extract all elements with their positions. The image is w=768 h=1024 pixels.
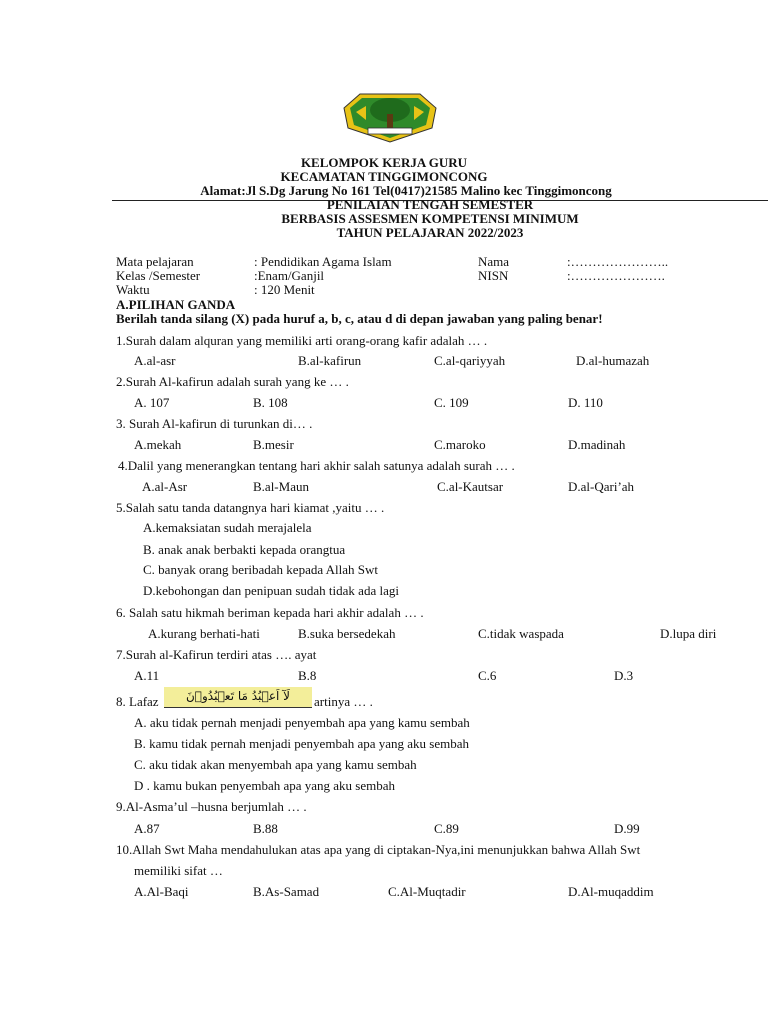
header-akm: BERBASIS ASSESMEN KOMPETENSI MINIMUM <box>281 211 579 226</box>
q2-option-c[interactable]: C. 109 <box>434 395 469 410</box>
question-8-prefix: 8. Lafaz <box>116 694 159 709</box>
q3-option-b[interactable]: B.mesir <box>253 437 294 452</box>
q10-option-a[interactable]: A.Al-Baqi <box>134 884 189 899</box>
section-instruction: Berilah tanda silang (X) pada huruf a, b, c, atau d di depan jawaban yang paling benar! <box>116 311 603 326</box>
q8-option-a[interactable]: A. aku tidak pernah menjadi penyembah apa yang kamu sembah <box>134 715 470 730</box>
question-5: 5.Salah satu tanda datangnya hari kiamat ,yaitu … . <box>116 500 385 515</box>
question-10: 10.Allah Swt Maha mendahulukan atas apa yang di ciptakan-Nya,ini menunjukkan bahwa Allah Swt <box>116 842 641 857</box>
value-kelas-semester: :Enam/Ganjil <box>254 268 325 283</box>
q8-option-c[interactable]: C. aku tidak akan menyembah apa yang kamu sembah <box>134 757 417 772</box>
q3-option-d[interactable]: D.madinah <box>568 437 626 452</box>
q7-option-b[interactable]: B.8 <box>298 668 317 683</box>
q10-option-b[interactable]: B.As-Samad <box>253 884 320 899</box>
q4-option-c[interactable]: C.al-Kautsar <box>437 479 504 494</box>
q6-option-b[interactable]: B.suka bersedekah <box>298 626 396 641</box>
question-3: 3. Surah Al-kafirun di turunkan di… . <box>116 416 313 431</box>
q9-option-a[interactable]: A.87 <box>134 821 160 836</box>
question-10-cont: memiliki sifat … <box>134 863 223 878</box>
q9-option-c[interactable]: C.89 <box>434 821 459 836</box>
question-6: 6. Salah satu hikmah beriman kepada hari akhir adalah … . <box>116 605 424 620</box>
q1-option-b[interactable]: B.al-kafirun <box>298 353 362 368</box>
question-7: 7.Surah al-Kafirun terdiri atas …. ayat <box>116 647 317 662</box>
label-nama: Nama <box>478 254 510 269</box>
q1-option-c[interactable]: C.al-qariyyah <box>434 353 506 368</box>
value-mata-pelajaran: : Pendidikan Agama Islam <box>254 254 392 269</box>
q4-option-a[interactable]: A.al-Asr <box>142 479 188 494</box>
value-waktu: : 120 Menit <box>254 282 315 297</box>
q8-option-d[interactable]: D . kamu bukan penyembah apa yang aku sembah <box>134 778 396 793</box>
q7-option-d[interactable]: D.3 <box>614 668 634 683</box>
header-exam-title: PENILAIAN TENGAH SEMESTER <box>326 197 534 212</box>
section-title: A.PILIHAN GANDA <box>116 297 236 312</box>
school-emblem-logo <box>340 88 440 144</box>
question-1: 1.Surah dalam alquran yang memiliki arti orang-orang kafir adalah … . <box>116 333 488 348</box>
q4-option-b[interactable]: B.al-Maun <box>253 479 309 494</box>
q8-option-b[interactable]: B. kamu tidak pernah menjadi penyembah apa yang aku sembah <box>134 736 470 751</box>
q6-option-a[interactable]: A.kurang berhati-hati <box>148 626 260 641</box>
header-address: Alamat:Jl S.Dg Jarung No 161 Tel(0417)21585 Malino kec Tinggimoncong <box>200 183 612 198</box>
question-2: 2.Surah Al-kafirun adalah surah yang ke … . <box>116 374 349 389</box>
q10-option-c[interactable]: C.Al-Muqtadir <box>388 884 466 899</box>
q6-option-d[interactable]: D.lupa diri <box>660 626 717 641</box>
label-kelas-semester: Kelas /Semester <box>116 268 201 283</box>
field-nama[interactable]: :………………….. <box>567 254 669 269</box>
q10-option-d[interactable]: D.Al-muqaddim <box>568 884 654 899</box>
field-nisn[interactable]: :…………………. <box>567 268 665 283</box>
q5-option-b[interactable]: B. anak anak berbakti kepada orangtua <box>143 542 346 557</box>
q2-option-d[interactable]: D. 110 <box>568 395 603 410</box>
header-kkg: KELOMPOK KERJA GURU <box>300 155 468 170</box>
label-waktu: Waktu <box>116 282 150 297</box>
question-4: 4.Dalil yang menerangkan tentang hari akhir salah satunya adalah surah … . <box>118 458 515 473</box>
q1-option-d[interactable]: D.al-humazah <box>576 353 650 368</box>
q5-option-a[interactable]: A.kemaksiatan sudah merajalela <box>143 520 312 535</box>
header-kecamatan: KECAMATAN TINGGIMONCONG <box>280 169 488 184</box>
q5-option-d[interactable]: D.kebohongan dan penipuan sudah tidak ada lagi <box>143 583 399 598</box>
q9-option-b[interactable]: B.88 <box>253 821 278 836</box>
q4-option-d[interactable]: D.al-Qari’ah <box>568 479 635 494</box>
arabic-lafaz-image: لَآ اَعۡبُدُ مَا تَعۡبُدُوۡنَ <box>164 687 312 708</box>
label-nisn: NISN <box>478 268 509 283</box>
q7-option-c[interactable]: C.6 <box>478 668 497 683</box>
q1-option-a[interactable]: A.al-asr <box>134 353 176 368</box>
q5-option-c[interactable]: C. banyak orang beribadah kepada Allah Swt <box>143 562 379 577</box>
question-8-suffix: artinya … . <box>314 694 373 709</box>
header-year: TAHUN PELAJARAN 2022/2023 <box>336 225 524 240</box>
label-mata-pelajaran: Mata pelajaran <box>116 254 194 269</box>
question-9: 9.Al-Asma’ul –husna berjumlah … . <box>116 799 307 814</box>
q9-option-d[interactable]: D.99 <box>614 821 640 836</box>
q7-option-a[interactable]: A.11 <box>134 668 160 683</box>
q3-option-c[interactable]: C.maroko <box>434 437 486 452</box>
q2-option-a[interactable]: A. 107 <box>134 395 170 410</box>
q6-option-c[interactable]: C.tidak waspada <box>478 626 564 641</box>
q2-option-b[interactable]: B. 108 <box>253 395 288 410</box>
q3-option-a[interactable]: A.mekah <box>134 437 182 452</box>
